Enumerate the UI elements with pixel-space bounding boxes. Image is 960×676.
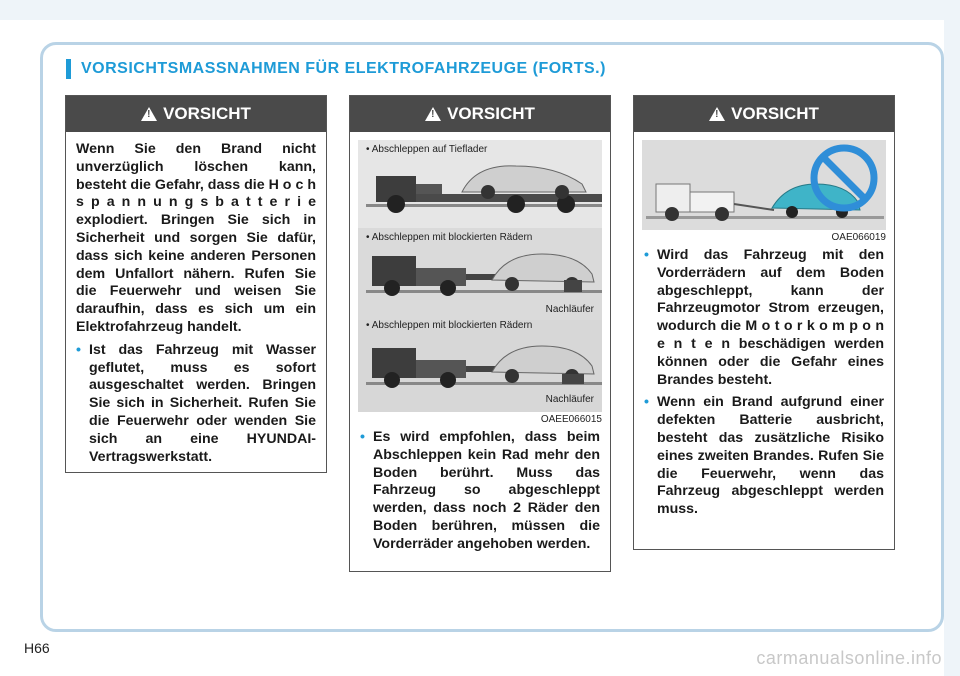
caution-box-fire	[65, 95, 327, 473]
caution-heading: VORSICHT	[163, 104, 251, 123]
wheel-lift-truck-icon	[366, 244, 602, 304]
wheel-lift-dolly-label: • Abschleppen mit blockierten Rädern	[366, 320, 533, 331]
towing-methods-illustration	[358, 140, 602, 412]
caution-box-header	[634, 96, 894, 132]
caution-heading: VORSICHT	[447, 104, 535, 123]
caution-bullet: • Wird das Fahrzeug mit den Vorderrädern auf dem Boden abgeschleppt, kann der Fahrzeugmotor Strom erzeugen, wodurch die M o t o r k o m p o n e n t e n beschädigen werden können oder die Gefahr eines Brandes besteht.	[644, 247, 884, 389]
section-title-text: VORSICHTSMASSNAHMEN FÜR ELEKTROFAHRZEUGE (FORTS.)	[81, 60, 606, 77]
caution-box-towing	[349, 95, 611, 572]
caution-heading: VORSICHT	[731, 104, 819, 123]
flatbed-label: • Abschleppen auf Tieflader	[366, 144, 488, 155]
dolly-label-2: Nachläufer	[545, 394, 594, 405]
wheel-lift-label: • Abschleppen mit blockierten Rädern	[366, 232, 533, 243]
dolly-label-1: Nachläufer	[545, 304, 594, 315]
page-top-margin	[0, 0, 960, 20]
wheel-lift-dolly-truck-icon	[366, 334, 602, 394]
caution-box-header	[350, 96, 610, 132]
page-number: H66	[24, 640, 50, 656]
tow-truck-no-sign-icon	[646, 144, 884, 226]
warning-triangle-icon	[425, 107, 441, 121]
caution-bullet: • Es wird empfohlen, dass beim Abschleppen kein Rad mehr den Boden berührt. Muss das Fahrzeug so abgeschleppt werden, dass noch 2 Räder den Boden berühren, müssen die Vorderräder angehoben werden.	[360, 429, 600, 554]
warning-triangle-icon	[709, 107, 725, 121]
front-wheels-towing-illustration	[642, 140, 886, 230]
page-right-margin	[944, 0, 960, 676]
warning-triangle-icon	[141, 107, 157, 121]
caution-bullet: • Wenn ein Brand aufgrund einer defekten Batterie ausbricht, besteht das zusätzliche Risiko eines zweiten Brandes. Rufen Sie die Feuerwehr, wenn das Fahrzeug abgeschleppt werden muss.	[644, 394, 884, 519]
caution-box-header	[66, 96, 326, 132]
caution-paragraph: Wenn Sie den Brand nicht unverzüglich löschen kann, besteht die Gefahr, dass die H o c h s p a n n u n g s b a t t e r i e explodiert. Bringen Sie sich in Sicherheit und sorgen Sie dafür, dass sich keine anderen Personen dem Unfallort nähern. Rufen Sie die Feuerwehr und weisen Sie daraufhin, dass es sich um ein Elektrofahrzeug handelt.	[76, 141, 316, 335]
caution-bullet: • Ist das Fahrzeug mit Wasser geflutet, muss es sofort ausgeschaltet werden. Bringen Sie sich in Sicherheit. Rufen Sie die Feuerwehr oder wenden Sie sich an eine HYUNDAI-Vertragswerkstatt.	[76, 342, 316, 467]
flatbed-truck-icon	[366, 154, 602, 224]
figure-code: OAEE066015	[540, 414, 602, 425]
section-title	[66, 58, 606, 80]
caution-box-front-wheels	[633, 95, 895, 550]
title-accent-bar	[66, 59, 71, 79]
figure-code: OAE066019	[831, 232, 886, 243]
watermark: carmanualsonline.info	[756, 648, 942, 668]
